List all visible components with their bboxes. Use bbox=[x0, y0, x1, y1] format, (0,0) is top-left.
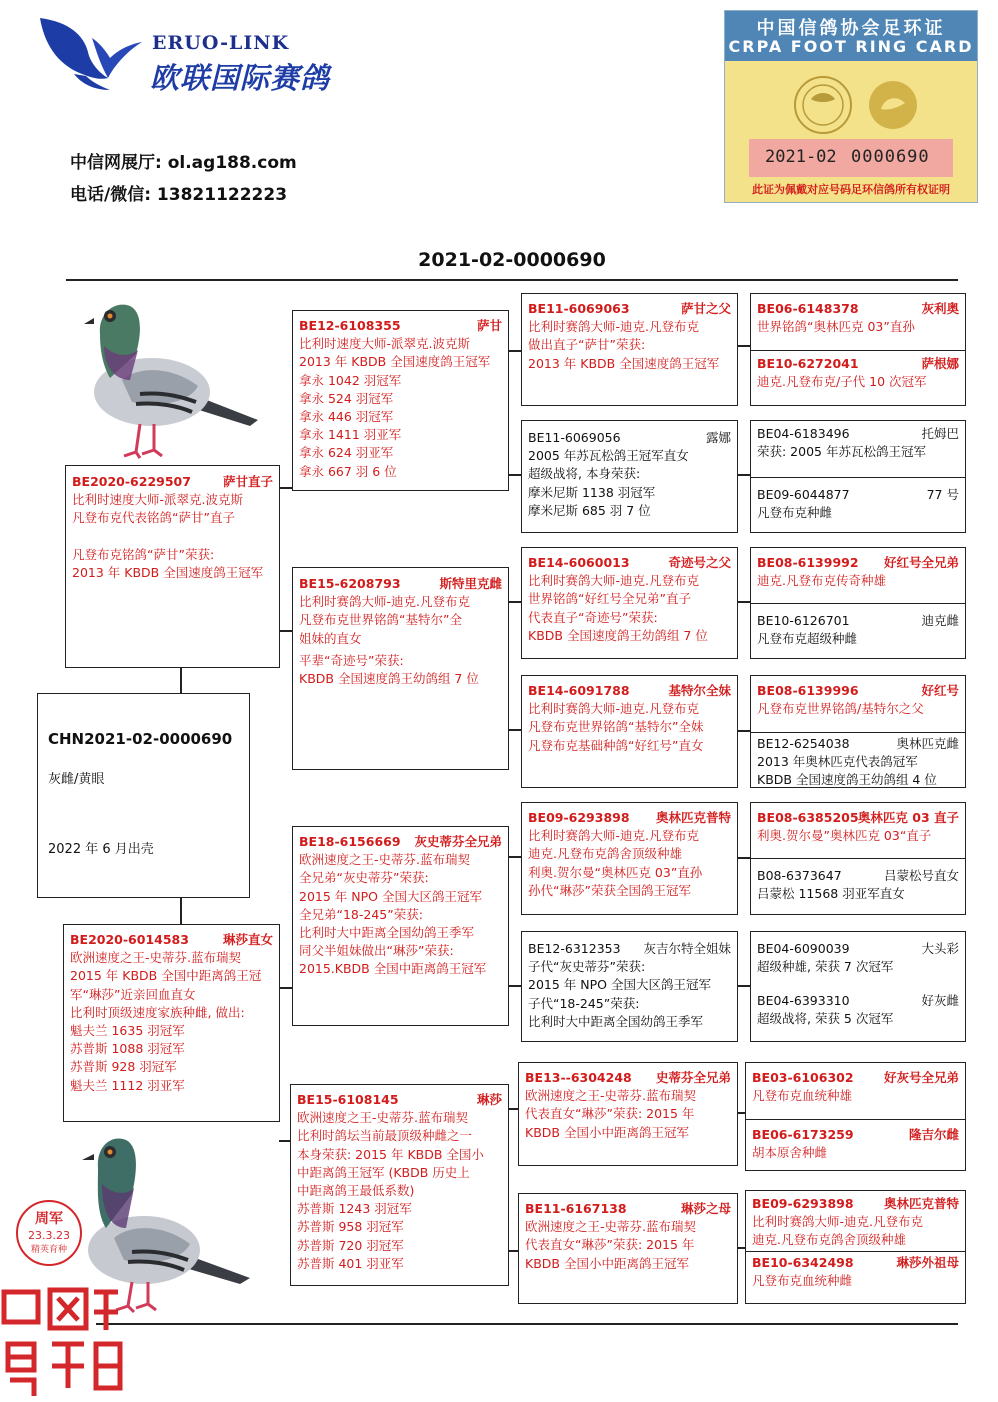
pedigree-line: 苏普斯 958 羽冠军 bbox=[297, 1219, 404, 1235]
dam-card bbox=[63, 924, 280, 1122]
pedigree-line: 凡登布克世界铭鸽“基特尔”全妹 bbox=[528, 719, 704, 735]
pedigree-ring: BE04-6090039 bbox=[757, 941, 850, 956]
pedigree-line: 同父半姐妹做出“琳莎”荣获: bbox=[299, 943, 454, 959]
pedigree-line: 子代“灰史蒂芬”荣获: bbox=[528, 959, 646, 975]
ring-card bbox=[724, 10, 978, 203]
pedigree-line: 欧洲速度之王-史蒂芬.蓝布瑞契 bbox=[525, 1088, 696, 1104]
pedigree-line: 平辈“奇迹号”荣获: bbox=[299, 652, 404, 668]
pedigree-ring: BE10-6126701 bbox=[757, 613, 850, 628]
sire-line bbox=[66, 528, 279, 546]
pedigree-name: 奇迹号之父 bbox=[668, 555, 731, 570]
pedigree-line: 荣获: 2005 年苏瓦松鸽王冠军 bbox=[757, 444, 926, 460]
pedigree-name: 琳莎外祖母 bbox=[896, 1255, 959, 1270]
pedigree-name: 奥林匹克 03 直子 bbox=[857, 810, 959, 825]
pedigree-line: 欧洲速度之王-史蒂芬.蓝布瑞契 bbox=[525, 1219, 696, 1235]
gen4-card-5 bbox=[750, 802, 966, 915]
pedigree-name: 露娜 bbox=[705, 430, 731, 445]
pedigree-ring: BE08-6139992 bbox=[757, 555, 859, 570]
pedigree-line: 凡登布克基础种鸽“好红号”直女 bbox=[528, 737, 704, 753]
subject-color: 灰雌/黄眼 bbox=[48, 772, 105, 787]
brand-name-en: ERUO-LINK bbox=[152, 32, 290, 54]
pedigree-line: 迪克.凡登布克传奇种雄 bbox=[757, 573, 886, 589]
pedigree-line: 2013 年奥林匹克代表鸽冠军 bbox=[757, 754, 918, 770]
pedigree-line: 苏普斯 1243 羽冠军 bbox=[297, 1201, 412, 1217]
pedigree-ring: BE10-6272041 bbox=[757, 356, 859, 371]
stamp-date: 23.3.23 bbox=[28, 1229, 70, 1242]
ring-card-number: 0000690 bbox=[851, 147, 930, 167]
pedigree-ring: BE10-6342498 bbox=[752, 1255, 854, 1270]
grandsire-dam-side-card bbox=[292, 826, 509, 1026]
pedigree-ring: BE12-6254038 bbox=[757, 736, 850, 751]
pedigree-ring: BE06-6173259 bbox=[752, 1127, 854, 1142]
pedigree-ring: BE04-6183496 bbox=[757, 426, 850, 441]
pedigree-line: 比利时赛鸽大师-迪克.凡登布克 bbox=[528, 828, 699, 844]
pedigree-line: 超级战将, 本身荣获: bbox=[528, 466, 641, 482]
pedigree-line: 拿永 446 羽冠军 bbox=[299, 409, 394, 425]
pedigree-name: 萨甘 bbox=[476, 318, 502, 333]
ring-card-number-prefix: 2021-02 bbox=[765, 147, 837, 167]
pedigree-line: 2015 年 NPO 全国大区鸽王冠军 bbox=[528, 977, 711, 993]
pedigree-line: 2013 年 KBDB 全国速度鸽王冠军 bbox=[299, 354, 491, 370]
sire-line: 凡登布克代表铭鸽“萨甘”直子 bbox=[72, 510, 235, 526]
pedigree-line: 全兄弟“18-245”荣获: bbox=[299, 906, 423, 922]
pedigree-line: 代表直女“琳莎”荣获: 2015 年 bbox=[525, 1106, 695, 1122]
pedigree-line: 代表直女“琳莎”荣获: 2015 年 bbox=[525, 1237, 695, 1253]
pedigree-line: 比利时速度大师-派翠克.波克斯 bbox=[299, 336, 470, 352]
sire-card bbox=[65, 465, 280, 668]
pedigree-line: 迪克.凡登布克鸽舍顶级种雄 bbox=[752, 1232, 906, 1248]
pedigree-line: 摩米尼斯 685 羽 7 位 bbox=[528, 502, 651, 518]
pedigree-line: 世界铭鸽“奥林匹克 03”直孙 bbox=[757, 319, 915, 335]
sire-ring: BE2020-6229507 bbox=[72, 474, 191, 489]
gen3-card-5 bbox=[521, 802, 738, 915]
pedigree-line: 利奥.贺尔曼”奥林匹克 03“直子 bbox=[757, 828, 932, 844]
pedigree-line: 拿永 667 羽 6 位 bbox=[299, 463, 397, 479]
pedigree-line: 欧洲速度之王-史蒂芬.蓝布瑞契 bbox=[297, 1110, 468, 1126]
pedigree-line: 全兄弟“灰史蒂芬”荣获: bbox=[299, 870, 429, 886]
pedigree-ring: BE12-6108355 bbox=[299, 318, 401, 333]
granddam-sire-side-card bbox=[292, 567, 509, 770]
pedigree-name: 好灰雌 bbox=[921, 993, 959, 1008]
pedigree-line: KBDB 全国小中距离鸽王冠军 bbox=[525, 1124, 689, 1140]
pedigree-line: 孙代“琳莎”荣获全国鸽王冠军 bbox=[528, 882, 691, 898]
dam-name: 琳莎直女 bbox=[222, 932, 273, 947]
pedigree-name: 吕蒙松号直女 bbox=[883, 868, 959, 883]
pedigree-name: 萨甘之父 bbox=[680, 301, 731, 316]
subject-hatch-date: 2022 年 6 月出壳 bbox=[48, 842, 154, 857]
pedigree-line: 2013 年 KBDB 全国速度鸽王冠军 bbox=[528, 355, 720, 371]
pedigree-line: 凡登布克血统种雌 bbox=[752, 1273, 853, 1289]
pedigree-ring: BE12-6312353 bbox=[528, 941, 621, 956]
pedigree-line: 比利时赛鸽大师-迪克.凡登布克 bbox=[528, 319, 699, 335]
dam-line: 苏普斯 1088 羽冠军 bbox=[70, 1041, 185, 1057]
pedigree-line: 世界铭鸽“好红号全兄弟”直子 bbox=[528, 591, 691, 607]
pedigree-name: 斯特里克雌 bbox=[439, 576, 502, 591]
sire-line: 2013 年 KBDB 全国速度鸽王冠军 bbox=[72, 564, 264, 580]
pedigree-name: 托姆巴 bbox=[921, 426, 959, 441]
pedigree-line: 拿永 524 羽冠军 bbox=[299, 390, 394, 406]
subject-card bbox=[37, 693, 250, 898]
pedigree-line: 代表直子“奇迹号”荣获: bbox=[528, 609, 658, 625]
dam-line: 苏普斯 928 羽冠军 bbox=[70, 1059, 177, 1075]
gen3-card-7 bbox=[518, 1062, 738, 1166]
gen3-card-3 bbox=[521, 547, 738, 659]
pedigree-ring: BE11-6069063 bbox=[528, 301, 630, 316]
brand-logo-icon bbox=[34, 12, 146, 94]
pedigree-line: 凡登布克世界铭鸽“基特尔”全 bbox=[299, 612, 462, 628]
pedigree-name: 大头彩 bbox=[921, 941, 959, 956]
gen3-card-4 bbox=[521, 675, 738, 788]
pedigree-line: 凡登布克种雌 bbox=[757, 505, 833, 521]
pedigree-name: 史蒂芬全兄弟 bbox=[655, 1070, 731, 1085]
pedigree-ring: BE14-6091788 bbox=[528, 683, 630, 698]
pedigree-name: 好红号 bbox=[921, 683, 959, 698]
header-divider bbox=[66, 279, 958, 281]
pedigree-name: 77 号 bbox=[926, 487, 959, 502]
pedigree-line: 拿永 624 羽亚军 bbox=[299, 445, 394, 461]
pedigree-line: 欧洲速度之王-史蒂芬.蓝布瑞契 bbox=[299, 852, 470, 868]
ring-card-title-en: CRPA FOOT RING CARD bbox=[728, 37, 974, 56]
pedigree-ring: BE15-6108145 bbox=[297, 1092, 399, 1107]
pedigree-line: 本身荣获: 2015 年 KBDB 全国小 bbox=[297, 1146, 484, 1162]
pedigree-line: 摩米尼斯 1138 羽冠军 bbox=[528, 484, 656, 500]
dam-ring: BE2020-6014583 bbox=[70, 932, 189, 947]
stamp-label: 精英育种 bbox=[30, 1245, 67, 1255]
pedigree-ring: BE13--6304248 bbox=[525, 1070, 632, 1085]
grandsire-card bbox=[292, 310, 509, 491]
pedigree-line: KBDB 全国小中距离鸽王冠军 bbox=[525, 1255, 689, 1271]
pedigree-line: KBDB 全国速度鸽王幼鸽组 7 位 bbox=[299, 671, 479, 687]
pedigree-ring: BE09-6293898 bbox=[528, 810, 630, 825]
pedigree-ring: BE14-6060013 bbox=[528, 555, 630, 570]
dam-line: 欧洲速度之王-史蒂芬.蓝布瑞契 bbox=[70, 950, 241, 966]
pedigree-name: 基特尔全妹 bbox=[668, 683, 731, 698]
pedigree-name: 灰吉尔特全姐妹 bbox=[643, 941, 731, 956]
pedigree-name: 奥林匹克普特 bbox=[655, 810, 731, 825]
pedigree-line: 拿永 1042 羽冠军 bbox=[299, 372, 402, 388]
gen3-card-1 bbox=[521, 293, 738, 406]
pedigree-line: 凡登布克世界铭鸽/基特尔之父 bbox=[757, 701, 924, 717]
dam-line: 魁夫兰 1112 羽亚军 bbox=[70, 1077, 185, 1093]
pedigree-line: 利奥.贺尔曼“奥林匹克 03”直孙 bbox=[528, 864, 703, 880]
pedigree-line: 姐妹的直女 bbox=[299, 630, 362, 646]
gen4-card-6 bbox=[750, 931, 966, 1042]
ring-card-note: 此证为佩戴对应号码足环信鸽所有权证明 bbox=[752, 183, 950, 196]
pigeon-sire-image bbox=[80, 284, 270, 464]
sire-line: 比利时速度大师-派翠克.波克斯 bbox=[72, 492, 243, 508]
dam-line: 魁夫兰 1635 羽冠军 bbox=[70, 1023, 185, 1039]
contact-phone: 电话/微信: 13821122223 bbox=[70, 185, 288, 205]
ring-card-title-cn: 中国信鸽协会足环证 bbox=[756, 18, 946, 39]
sire-name: 萨甘直子 bbox=[222, 474, 273, 489]
gen4-card-7 bbox=[745, 1062, 966, 1171]
pedigree-name: 灰利奥 bbox=[921, 301, 959, 316]
sire-line: 凡登布克铭鸽“萨甘”荣获: bbox=[72, 546, 215, 562]
pedigree-name: 琳莎 bbox=[476, 1092, 502, 1107]
pedigree-ring: BE04-6393310 bbox=[757, 993, 850, 1008]
pedigree-line: 2015 年 NPO 全国大区鸽王冠军 bbox=[299, 888, 482, 904]
ring-card-emblem-icon bbox=[785, 69, 925, 145]
pedigree-ring: BE18-6156669 bbox=[299, 834, 401, 849]
gen4-card-3 bbox=[750, 547, 966, 659]
showroom-site: 中信网展厅: ol.ag188.com bbox=[70, 153, 297, 173]
dam-line: 2015 年 KBDB 全国中距离鸽王冠 bbox=[70, 968, 262, 984]
pedigree-name: 琳莎之母 bbox=[680, 1201, 731, 1216]
gen4-card-2 bbox=[750, 420, 966, 533]
pedigree-ring: BE09-6044877 bbox=[757, 487, 850, 502]
pedigree-line: 迪克.凡登布克/子代 10 次冠军 bbox=[757, 374, 927, 390]
footer-divider bbox=[96, 1323, 958, 1325]
dam-line: 比利时顶级速度家族种雌, 做出: bbox=[70, 1004, 245, 1020]
pedigree-name: 奥林匹克普特 bbox=[883, 1196, 959, 1211]
pedigree-line: 比利时赛鸽大师-迪克.凡登布克 bbox=[528, 701, 699, 717]
pedigree-line: 苏普斯 401 羽亚军 bbox=[297, 1255, 404, 1271]
pedigree-name: 好红号全兄弟 bbox=[883, 555, 959, 570]
pedigree-line: 胡本原舍种雌 bbox=[752, 1145, 828, 1161]
pedigree-line: 比利时赛鸽大师-迪克.凡登布克 bbox=[528, 573, 699, 589]
pedigree-line: 吕蒙松 11568 羽亚军直女 bbox=[757, 886, 905, 902]
pedigree-name: 迪克雌 bbox=[921, 613, 959, 628]
subject-ring: CHN2021-02-0000690 bbox=[48, 730, 233, 748]
granddam-card bbox=[290, 1084, 509, 1286]
pedigree-ring: BE08-6385205 bbox=[757, 810, 859, 825]
pedigree-ring: BE06-6148378 bbox=[757, 301, 859, 316]
pedigree-line: KBDB 全国速度鸽王幼鸽组 7 位 bbox=[528, 627, 708, 643]
pedigree-ring: B08-6373647 bbox=[757, 868, 842, 883]
pedigree-line: KBDB 全国速度鸽王幼鸽组 4 位 bbox=[757, 772, 937, 788]
pedigree-line: 2005 年苏瓦松鸽王冠军直女 bbox=[528, 448, 689, 464]
gen3-card-2 bbox=[521, 420, 738, 533]
pedigree-line: 比利时鸽坛当前最顶级种雌之一 bbox=[297, 1128, 473, 1144]
pedigree-name: 奥林匹克雌 bbox=[896, 736, 959, 751]
pedigree-line: 中距离鸽王最低系数) bbox=[297, 1183, 415, 1199]
pedigree-line: 凡登布克血统种雄 bbox=[752, 1088, 853, 1104]
pedigree-ring: BE03-6106302 bbox=[752, 1070, 854, 1085]
pedigree-line: 中距离鸽王冠军 (KBDB 历史上 bbox=[297, 1164, 470, 1180]
pedigree-ring: BE15-6208793 bbox=[299, 576, 401, 591]
gen3-card-6 bbox=[521, 931, 738, 1042]
pedigree-line: 迪克.凡登布克鸽舍顶级种雄 bbox=[528, 846, 682, 862]
brand-name-cn: 欧联国际赛鸽 bbox=[150, 61, 331, 95]
pedigree-name: 灰史蒂芬全兄弟 bbox=[414, 834, 502, 849]
pedigree-ring: BE09-6293898 bbox=[752, 1196, 854, 1211]
pedigree-ring: BE08-6139996 bbox=[757, 683, 859, 698]
pedigree-line: 拿永 1411 羽亚军 bbox=[299, 427, 402, 443]
pedigree-line: 超级种雄, 荣获 7 次冠军 bbox=[757, 959, 894, 975]
pedigree-line: 比利时大中距离全国幼鸽王季军 bbox=[299, 925, 475, 941]
pedigree-name: 隆吉尔雌 bbox=[908, 1127, 959, 1142]
gen3-card-8 bbox=[518, 1193, 738, 1304]
pedigree-line: 苏普斯 720 羽冠军 bbox=[297, 1237, 404, 1253]
pedigree-name: 好灰号全兄弟 bbox=[883, 1070, 959, 1085]
seal-stamp-icon bbox=[0, 1284, 126, 1402]
pedigree-line: 比利时大中距离全国幼鸽王季军 bbox=[528, 1013, 704, 1029]
pedigree-line: 比利时赛鸽大师-迪克.凡登布克 bbox=[752, 1214, 923, 1230]
pedigree-name: 萨根娜 bbox=[921, 356, 959, 371]
pedigree-ring: BE11-6069056 bbox=[528, 430, 621, 445]
pedigree-line: 2015.KBDB 全国中距离鸽王冠军 bbox=[299, 961, 487, 977]
pedigree-line: 凡登布克超级种雌 bbox=[757, 631, 858, 647]
pedigree-ring: BE11-6167138 bbox=[525, 1201, 627, 1216]
dam-line: 军“琳莎”近亲回血直女 bbox=[70, 986, 196, 1002]
pedigree-line: 子代“18-245”荣获: bbox=[528, 995, 640, 1011]
gen4-card-8 bbox=[745, 1190, 966, 1304]
breeder-stamp bbox=[16, 1200, 82, 1266]
gen4-card-1 bbox=[750, 293, 966, 406]
pedigree-line: 做出直子“萨甘”荣获: bbox=[528, 337, 646, 353]
stamp-name: 周军 bbox=[35, 1211, 63, 1227]
pedigree-line: 超级战将, 荣获 5 次冠军 bbox=[757, 1011, 894, 1027]
gen4-card-4 bbox=[750, 675, 966, 788]
pedigree-title: 2021-02-0000690 bbox=[418, 249, 606, 271]
pedigree-line: 比利时赛鸽大师-迪克.凡登布克 bbox=[299, 594, 470, 610]
